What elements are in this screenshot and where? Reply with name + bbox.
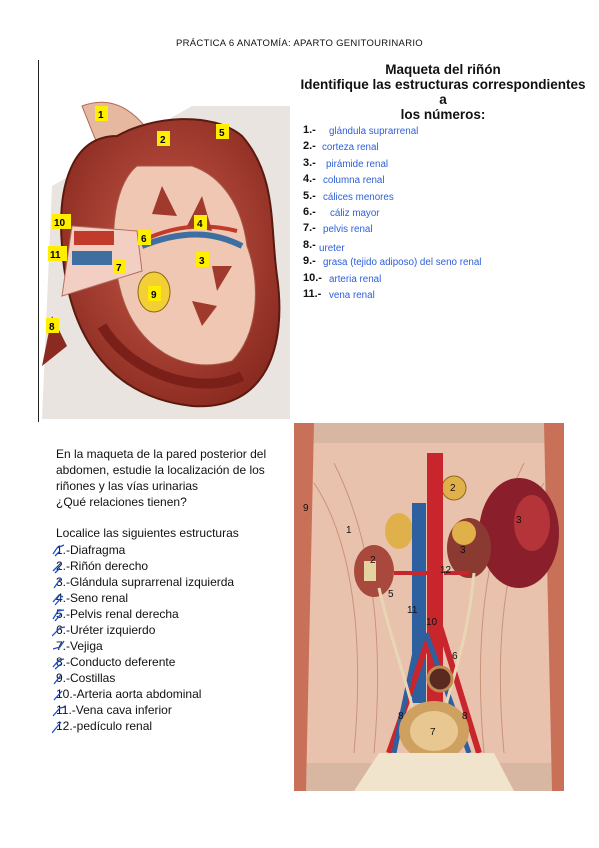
page-header: PRÁCTICA 6 ANATOMÍA: APARTO GENITOURINARIO [176,38,423,49]
list-item: 3.-Glándula suprarrenal izquierda [56,574,292,590]
label-4: 4 [197,219,203,230]
structures-list [56,542,292,734]
answer-item: 8.- ureter [303,238,345,254]
label-9: 9 [303,503,309,514]
list-item: 4.-Seno renal [56,590,292,606]
label-3: 3 [199,256,205,267]
label-2: 2 [370,555,376,566]
label-8-right: 8 [462,711,468,722]
label-11: 11 [50,250,61,261]
list-item: 10.-Arteria aorta abdominal [56,686,292,702]
label-10: 10 [54,218,66,229]
answer-item: 6.- cáliz mayor [303,205,380,219]
label-2-top: 2 [450,483,456,494]
kidney-model-figure [42,96,290,419]
list-item: 12.-pedículo renal [56,718,292,734]
answer-list [303,124,593,304]
label-1: 1 [346,525,352,536]
label-7: 7 [116,263,122,274]
list-item: 8.-Conducto deferente [56,654,292,670]
list-item: 6.-Uréter izquierdo [56,622,292,638]
label-6: 6 [452,651,458,662]
label-11: 11 [407,605,418,616]
kidney-section-title: Maqueta del riñón Identifique las estructuras correspondientes a los números: [300,62,586,122]
list-item: 7.-Vejiga [56,638,292,654]
list-item: 1.-Diafragma [56,542,292,558]
label-10: 10 [426,617,438,628]
answer-item: 4.- columna renal [303,173,385,187]
answer-item: 2.- corteza renal [303,140,379,154]
abdominal-wall-figure [294,423,564,791]
label-9: 9 [151,290,157,301]
label-7: 7 [430,727,436,738]
list-item: 9.-Costillas [56,670,292,686]
answer-item: 9.- grasa (tejido adiposo) del seno renal [303,255,482,269]
list-item: 5.-Pelvis renal derecha [56,606,292,622]
instructions: En la maqueta de la pared posterior del abdomen, estudie la localización de los riñones y las vías urinarias ¿Qué relaciones tienen? [56,447,267,509]
answer-item: 3.- pirámide renal [303,156,389,170]
label-3-spleen: 3 [516,515,522,526]
label-1: 1 [98,110,104,121]
answer-item: 1.- glándula suprarrenal [303,124,419,137]
answer-item: 11.- vena renal [303,287,375,301]
structures-title: Localice las siguientes estructuras [56,526,239,540]
list-item: 2.-Riñón derecho [56,558,292,574]
label-6: 6 [141,234,147,245]
list-item: 11.-Vena cava inferior [56,702,292,718]
label-3: 3 [460,545,466,556]
label-12: 12 [440,565,452,576]
answer-item: 7.- pelvis renal [303,222,373,236]
label-5: 5 [388,589,394,600]
answer-item: 10.- arteria renal [303,271,382,285]
margin-line [38,60,39,422]
label-2: 2 [160,135,166,146]
label-8-left: 8 [398,711,404,722]
label-5: 5 [219,128,225,139]
answer-item: 5.- cálices menores [303,189,394,203]
label-8: 8 [49,322,55,333]
